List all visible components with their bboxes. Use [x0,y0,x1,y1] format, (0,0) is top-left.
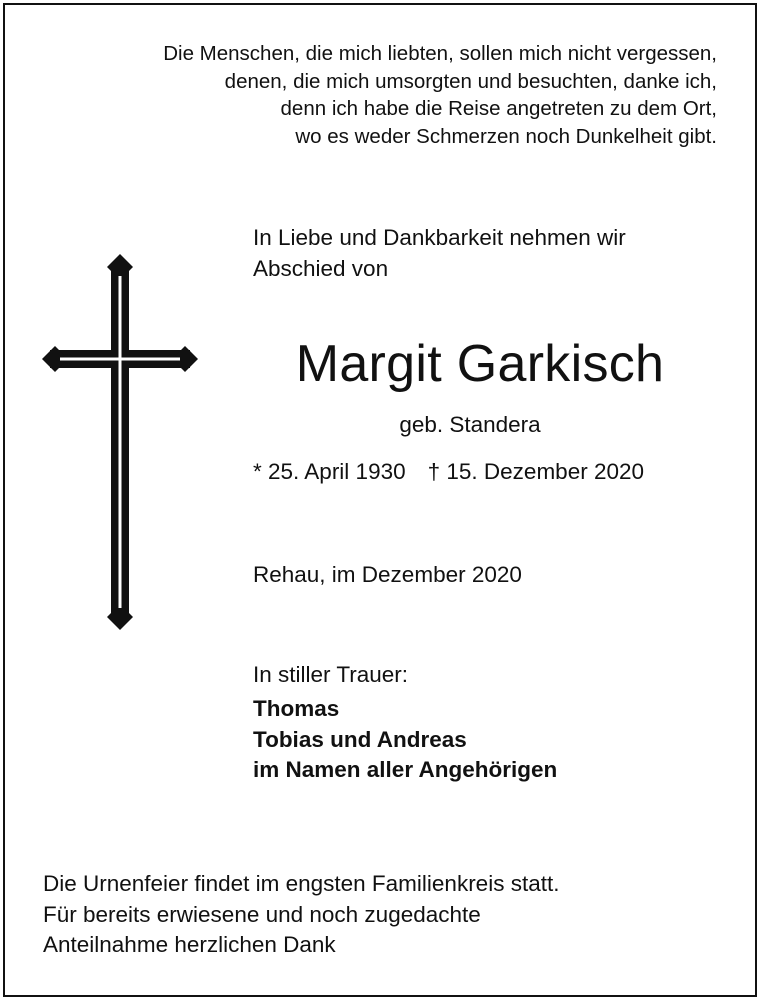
footer-line: Die Urnenfeier findet im engsten Familienkreis statt. [43,871,560,896]
birth-date: * 25. April 1930 [253,459,406,484]
life-dates [253,456,644,488]
latin-cross-icon [40,252,200,632]
mourner-name: im Namen aller Angehörigen [253,757,558,782]
poem-verse [40,40,717,150]
poem-line: denen, die mich umsorgten und besuchten, danke ich, [224,69,717,93]
poem-line: denn ich habe die Reise angetreten zu dem Ort, [280,97,717,120]
poem-line: wo es weder Schmerzen noch Dunkelheit gibt. [295,124,717,148]
mourning-label: In stiller Trauer: [253,662,409,687]
place-and-date: Rehau, im Dezember 2020 [253,562,522,587]
intro-line: Abschied von [253,256,389,281]
poem-line: Die Menschen, die mich liebten, sollen mich nicht vergessen, [163,42,717,65]
footer-line: Für bereits erwiesene und noch zugedachte [43,901,481,927]
death-date: † 15. Dezember 2020 [427,459,645,484]
farewell-intro [253,222,626,284]
funeral-notice [43,869,559,961]
footer-line: Anteilnahme herzlichen Dank [43,932,336,957]
mourner-name: Thomas [253,696,340,721]
maiden-name: geb. Standera [399,412,541,437]
intro-line: In Liebe und Dankbarkeit nehmen wir [253,225,626,250]
deceased-name: Margit Garkisch [295,335,665,393]
mourners-list [253,694,557,786]
mourner-name: Tobias und Andreas [253,726,467,752]
